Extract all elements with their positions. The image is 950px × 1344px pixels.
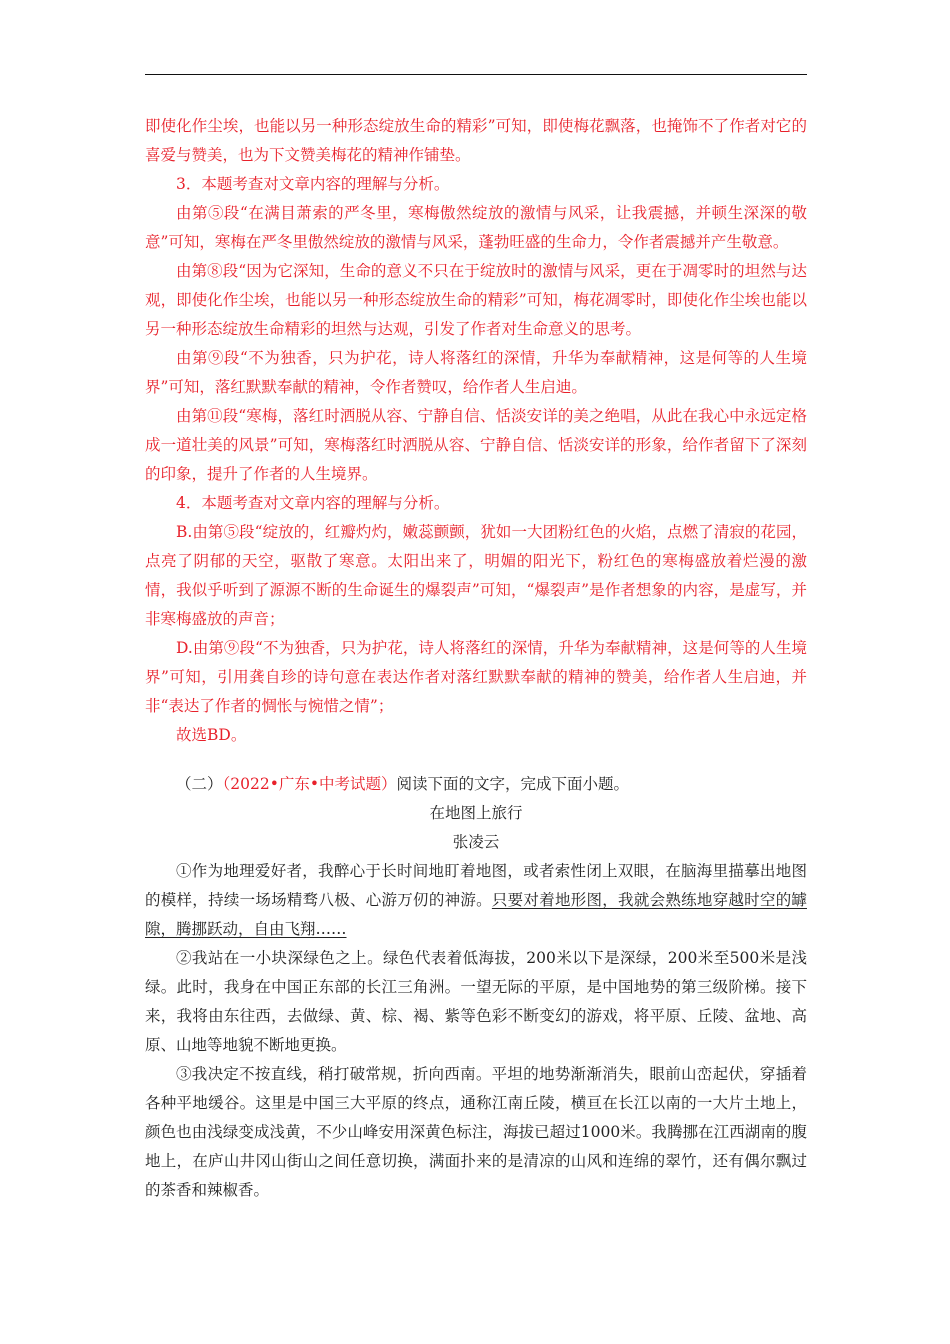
answer-section [145,112,807,750]
answer-q4-option-d: D.由第⑨段“不为独香，只为护花，诗人将落红的深情，升华为奉献精神，这是何等的人生境界”可知，引用龚自珍的诗句意在表达作者对落红默默奉献的精神的赞美，给作者人生启迪，并非“表达了作者的惆怅与惋惜之情”； [145,639,807,715]
passage-intro [145,770,807,799]
paragraph-1-text: ①作为地理爱好者，我醉心于长时间地盯着地图，或者索性闭上双眼，在脑海里描摹出地图的模样，持续一场场精骛八极、心游万仞的神游。 [145,862,807,909]
answer-q4-heading: 4．本题考查对文章内容的理解与分析。 [176,494,450,512]
passage-intro-prefix: （二） [176,775,223,793]
answer-q3-point-1: 由第⑤段“在满目萧索的严冬里，寒梅傲然绽放的激情与风采，让我震撼，并顿生深深的敬意”可知，寒梅在严冬里傲然绽放的激情与风采，蓬勃旺盛的生命力，令作者震撼并产生敬意。 [145,204,807,251]
answer-q3-point-4: 由第⑪段“寒梅，落红时洒脱从容、宁静自信、恬淡安详的美之绝唱，从此在我心中永远定格成一道壮美的风景”可知，寒梅落红时洒脱从容、宁静自信、恬淡安详的形象，给作者留下了深刻的印象，提升了作者的人生境界。 [145,407,807,483]
reading-passage [145,770,807,1205]
answer-q4-option-b: B.由第⑤段“绽放的，红瓣灼灼，嫩蕊颤颤，犹如一大团粉红色的火焰，点燃了清寂的花园，点亮了阴郁的天空，驱散了寒意。太阳出来了，明媚的阳光下，粉红色的寒梅盛放着烂漫的激情，我似乎听到了源源不断的生命诞生的爆裂声”可知，“爆裂声”是作者想象的内容，是虚写，并非寒梅盛放的声音； [145,523,807,628]
passage-instruction: 阅读下面的文字，完成下面小题。 [396,775,630,793]
answer-q3-point-3: 由第⑨段“不为独香，只为护花，诗人将落红的深情，升华为奉献精神，这是何等的人生境界”可知，落红默默奉献的精神，令作者赞叹，给作者人生启迪。 [145,349,807,396]
passage-source: （2022•广东•中考试题） [222,775,397,793]
answer-q3-point-2: 由第⑧段“因为它深知，生命的意义不只在于绽放时的激情与风采，更在于凋零时的坦然与达观，即使化作尘埃，也能以另一种形态绽放生命的精彩”可知，梅花凋零时，即使化作尘埃也能以另一种形态绽放生命精彩的坦然与达观，引发了作者对生命意义的思考。 [145,262,807,338]
passage-paragraph-3: ③我决定不按直线，稍打破常规，折向西南。平坦的地势渐渐消失，眼前山峦起伏，穿插着各种平地缓谷。这里是中国三大平原的终点，通称江南丘陵，横亘在长江以南的一大片土地上，颜色也由浅绿变成浅黄，不少山峰安用深黄色标注，海拔已超过1000米。我腾挪在江西湖南的腹地上，在庐山井冈山街山之间任意切换，满面扑来的是清凉的山风和连绵的翠竹，还有偶尔飘过的茶香和辣椒香。 [145,1065,807,1199]
page-content [145,112,807,1205]
answer-conclusion: 故选BD。 [176,726,247,744]
paragraph-1-underlined-sentence: 只要对着地形图，我就会熟练地穿越时空的罅隙，腾挪跃动，自由飞翔…… [145,891,807,938]
header-rule [145,74,807,75]
passage-title: 在地图上旅行 [429,804,523,822]
passage-author: 张凌云 [452,833,500,851]
answer-paragraph-q2-tail: 即使化作尘埃，也能以另一种形态绽放生命的精彩”可知，即使梅花飘落，也掩饰不了作者对它的喜爱与赞美，也为下文赞美梅花的精神作铺垫。 [145,117,807,164]
answer-q3-heading: 3．本题考查对文章内容的理解与分析。 [176,175,450,193]
passage-paragraph-2: ②我站在一小块深绿色之上。绿色代表着低海拔，200米以下是深绿，200米至500米是浅绿。此时，我身在中国正东部的长江三角洲。一望无际的平原，是中国地势的第三级阶梯。接下来，我将由东往西，去做绿、黄、棕、褐、紫等色彩不断变幻的游戏，将平原、丘陵、盆地、高原、山地等地貌不断地更换。 [145,949,807,1054]
passage-paragraph-1 [145,857,807,944]
